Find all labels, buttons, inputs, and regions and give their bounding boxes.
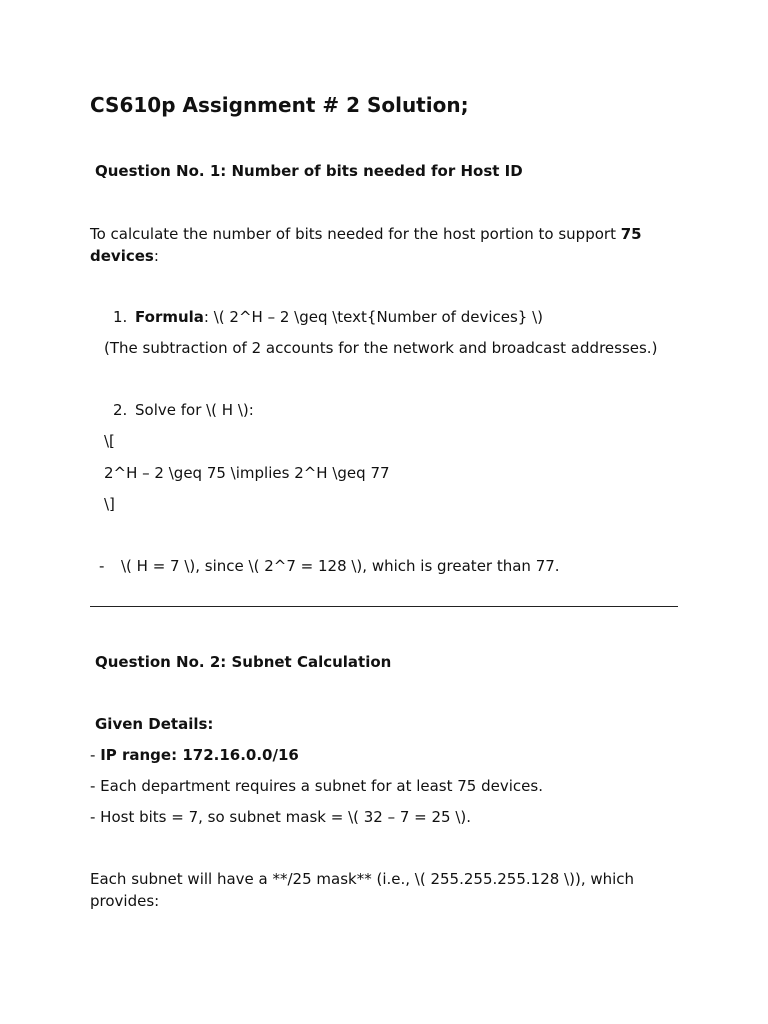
step-1-note: (The subtraction of 2 accounts for the network and broadcast addresses.): [104, 339, 658, 357]
result-text: \( H = 7 \), since \( 2^7 = 128 \), which is greater than 77.: [121, 557, 560, 575]
step-2-number: 2.: [113, 401, 128, 419]
math-line: 2^H – 2 \geq 75 \implies 2^H \geq 77: [104, 464, 390, 482]
question-1-heading: Question No. 1: Number of bits needed for Host ID: [95, 162, 523, 180]
step-1-number: 1.: [113, 308, 128, 326]
step-1-formula: : \( 2^H – 2 \geq \text{Number of devices} \): [203, 308, 544, 326]
math-close: \]: [104, 495, 115, 513]
step-2-text: Solve for \( H \):: [135, 401, 254, 419]
detail-host-bits: - Host bits = 7, so subnet mask = \( 32 – 7 = 25 \).: [90, 808, 472, 826]
intro-bold: 75 devices: [90, 225, 642, 265]
step-1-label: Formula: [135, 308, 204, 326]
math-open: \[: [104, 432, 115, 450]
question-2-heading: Question No. 2: Subnet Calculation: [95, 653, 392, 671]
step-2: [113, 399, 254, 421]
horizontal-rule: [90, 606, 678, 607]
intro-end: :: [153, 247, 159, 265]
ip-range-line: [90, 744, 299, 766]
question-1-intro: [90, 223, 670, 267]
given-details-heading: Given Details:: [95, 715, 214, 733]
step-1: [113, 306, 543, 328]
subnet-summary: Each subnet will have a **/25 mask** (i.e., \( 255.255.255.128 \)), which provides:: [90, 870, 635, 910]
detail-department: - Each department requires a subnet for at least 75 devices.: [90, 777, 543, 795]
ip-dash: -: [90, 746, 101, 764]
bullet-dash: -: [99, 557, 105, 575]
intro-text: To calculate the number of bits needed for the host portion to support: [90, 225, 621, 243]
document-title: CS610p Assignment # 2 Solution;: [90, 93, 469, 117]
ip-range: IP range: 172.16.0.0/16: [100, 746, 299, 764]
result-bullet: [99, 555, 560, 577]
